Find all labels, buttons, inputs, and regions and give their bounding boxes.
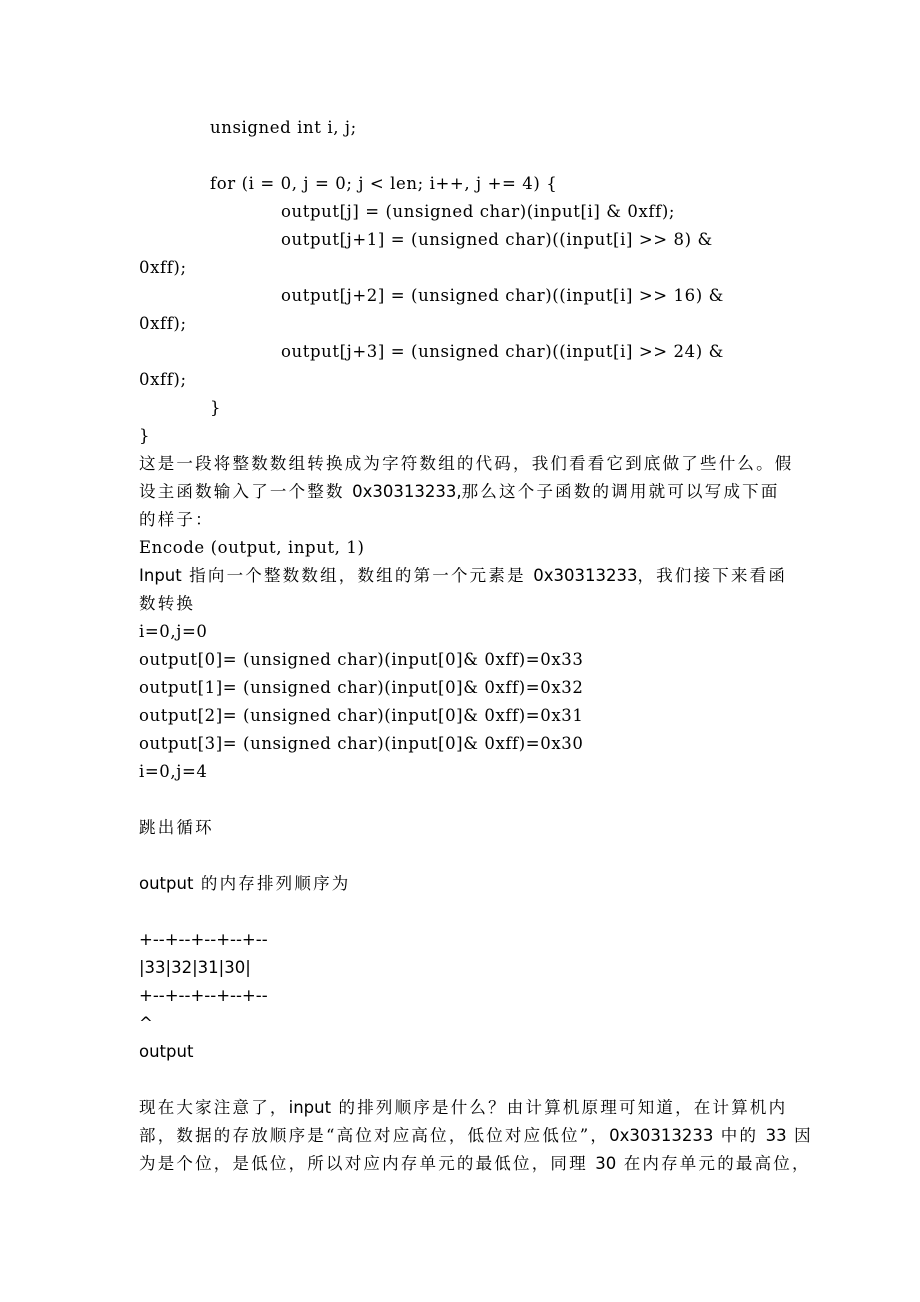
code-line-output-j3: output[j+3] = (unsigned char)((input[i] >> 24) & — [281, 342, 724, 361]
order-text-a: 现在大家注意了， — [139, 1098, 289, 1117]
paragraph-order-line3 — [139, 1150, 811, 1178]
paragraph-order-line1 — [139, 1094, 787, 1122]
code-line-output-j1-cont: 0xff); — [139, 258, 187, 277]
code-line-close-for: } — [210, 398, 222, 417]
code-line-output-j2-cont: 0xff); — [139, 314, 187, 333]
code-line-output-j2: output[j+2] = (unsigned char)((input[i] >> 16) & — [281, 286, 724, 305]
intro-hex-value: 0x30313233, — [352, 482, 462, 501]
order-text-g: 在内存单元的最高位， — [616, 1154, 811, 1173]
intro-text-a: 设主函数输入了一个整数 — [139, 482, 353, 501]
trace-line-1: i=0,j=0 — [139, 622, 208, 641]
code-line-declare: unsigned int i, j; — [210, 118, 357, 137]
trace-line-4: output[2]= (unsigned char)(input[0]& 0xff)=0x31 — [139, 706, 584, 725]
memory-diagram-pointer: ^ — [139, 1014, 153, 1033]
memory-order-text: 的内存排列顺序为 — [193, 874, 351, 893]
code-line-for: for (i = 0, j = 0; j < len; i++, j += 4) { — [210, 174, 558, 193]
order-num-30: 30 — [595, 1154, 617, 1173]
order-num-33: 33 — [765, 1126, 787, 1145]
input-word: Input — [139, 566, 182, 585]
order-text-e: 因 — [786, 1126, 813, 1145]
memory-order-title — [139, 870, 350, 898]
order-text-f: 为是个位，是低位，所以对应内存单元的最低位，同理 — [139, 1154, 596, 1173]
intro-text-b: 那么这个子函数的调用就可以写成下面 — [461, 482, 780, 501]
code-line-output-j: output[j] = (unsigned char)(input[i] & 0xff); — [281, 202, 676, 221]
code-line-output-j1: output[j+1] = (unsigned char)((input[i] >> 8) & — [281, 230, 713, 249]
input-text-a: 指向一个整数数组，数组的第一个元素是 — [181, 566, 534, 585]
paragraph-intro-line1: 这是一段将整数数组转换成为字符数组的代码，我们看看它到底做了些什么。假 — [139, 454, 794, 473]
memory-diagram-bottom-border: +--+--+--+--+-- — [139, 986, 268, 1005]
paragraph-input-line2: 数转换 — [139, 594, 196, 613]
input-hex-value: 0x30313233 — [533, 566, 638, 585]
paragraph-input-line1 — [139, 562, 787, 590]
order-input-word: input — [288, 1098, 332, 1117]
trace-line-5: output[3]= (unsigned char)(input[0]& 0xff)=0x30 — [139, 734, 584, 753]
memory-diagram-label: output — [139, 1042, 194, 1061]
trace-line-2: output[0]= (unsigned char)(input[0]& 0xff)=0x33 — [139, 650, 584, 669]
trace-line-3: output[1]= (unsigned char)(input[0]& 0xff)=0x32 — [139, 678, 584, 697]
paragraph-intro-line3: 的样子： — [139, 510, 214, 529]
memory-diagram-top-border: +--+--+--+--+-- — [139, 930, 268, 949]
paragraph-order-line2 — [139, 1122, 813, 1150]
code-line-output-j3-cont: 0xff); — [139, 370, 187, 389]
jump-out-loop-text: 跳出循环 — [139, 818, 214, 837]
trace-line-6: i=0,j=4 — [139, 762, 208, 781]
input-text-b: ，我们接下来看函 — [637, 566, 788, 585]
order-text-c: 部，数据的存放顺序是“高位对应高位，低位对应低位”， — [139, 1126, 610, 1145]
order-text-d: 中的 — [713, 1126, 766, 1145]
encode-call-line: Encode (output, input, 1) — [139, 538, 365, 557]
code-line-close-func: } — [139, 426, 151, 445]
memory-diagram-cells: |33|32|31|30| — [139, 958, 251, 977]
order-hex-value: 0x30313233 — [609, 1126, 714, 1145]
paragraph-intro-line2 — [139, 478, 780, 506]
order-text-b: 的排列顺序是什么？由计算机原理可知道，在计算机内 — [331, 1098, 788, 1117]
memory-output-word: output — [139, 874, 194, 893]
